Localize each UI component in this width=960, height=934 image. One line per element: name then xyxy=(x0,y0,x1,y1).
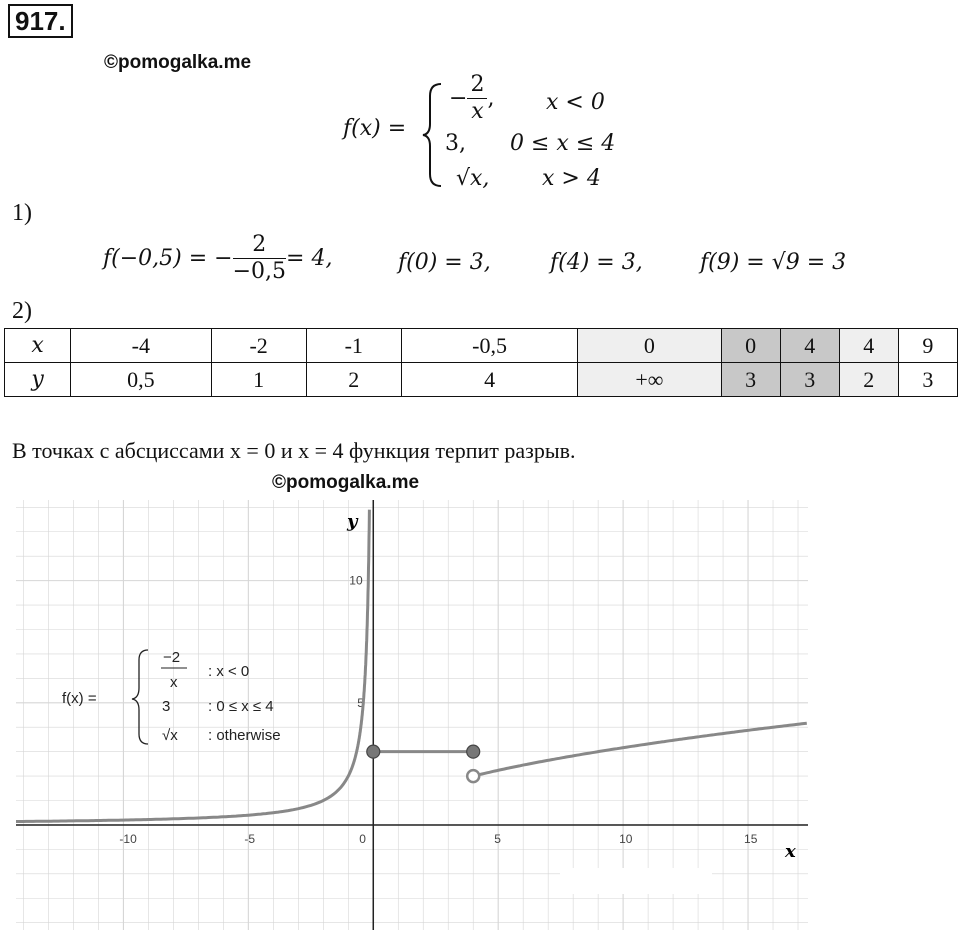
open-point xyxy=(467,770,479,782)
x-tick-label: 15 xyxy=(744,831,758,846)
definition-piece-1: − $\frac{2}{x}$ , xyxy=(449,72,495,124)
definition-piece-2: 3, xyxy=(445,131,466,156)
table-cell: 9 xyxy=(898,329,957,363)
table-cell: +∞ xyxy=(578,363,721,397)
x-tick-label: -5 xyxy=(244,831,256,846)
closed-point xyxy=(467,745,480,758)
eq1-denominator: −0,5 xyxy=(232,259,287,284)
x-tick-label: -10 xyxy=(119,831,137,846)
table-cell: -1 xyxy=(306,329,401,363)
curve-sqrt xyxy=(477,723,807,775)
piece1-numerator: 2 xyxy=(467,72,487,99)
table-cell: 3 xyxy=(898,363,957,397)
table-cell: -4 xyxy=(71,329,211,363)
table-cell: 0,5 xyxy=(71,363,211,397)
part1-eq3: f(4) = 3, xyxy=(550,250,643,275)
table-cell: 0 xyxy=(721,329,780,363)
table-cell: 3 xyxy=(780,363,839,397)
part2-label: 2) xyxy=(12,298,32,324)
x-tick-label: 10 xyxy=(619,831,633,846)
part1-label: 1) xyxy=(12,200,32,226)
table-cell: -2 xyxy=(211,329,306,363)
eq1-rhs: = 4, xyxy=(286,246,333,271)
part1-eq4: f(9) = √9 = 3 xyxy=(700,250,847,275)
y-tick-label: 5 xyxy=(357,695,364,710)
table-cell: 3 xyxy=(721,363,780,397)
piece1-denominator: x xyxy=(471,99,484,124)
watermark-graph: ©pomogalka.me xyxy=(272,472,420,493)
watermark-top: ©pomogalka.me xyxy=(104,52,252,73)
legend-r2-val: 3 xyxy=(162,698,171,715)
table-cell: 4 xyxy=(780,329,839,363)
x-axis-label: x xyxy=(785,841,796,862)
table-cell: 1 xyxy=(211,363,306,397)
x-tick-label: 5 xyxy=(494,831,501,846)
legend-r1-cond: : x < 0 xyxy=(208,663,250,680)
x-tick-label: 0 xyxy=(359,831,366,846)
eq1-lhs: f(−0,5) = − xyxy=(103,246,233,271)
eq1-numerator: 2 xyxy=(233,232,286,259)
table-cell: -0,5 xyxy=(401,329,577,363)
table-cell: 4 xyxy=(839,329,898,363)
definition-cond-2: 0 ≤ x ≤ 4 xyxy=(510,131,616,156)
y-axis-label: y xyxy=(347,511,358,532)
table-cell: 4 xyxy=(401,363,577,397)
legend-r2-cond: : 0 ≤ x ≤ 4 xyxy=(208,698,274,715)
table-header-y: y xyxy=(5,363,71,397)
piece1-sign: − xyxy=(449,86,468,111)
y-tick-label: 10 xyxy=(349,573,363,588)
problem-number: 917. xyxy=(8,4,73,38)
definition-cond-1: x < 0 xyxy=(546,90,605,115)
table-cell: 2 xyxy=(839,363,898,397)
legend-r3-val: √x xyxy=(162,727,178,744)
definition-piece-3: √x, xyxy=(456,166,490,191)
conclusion-text: В точках с абсциссами x = 0 и x = 4 функция терпит разрыв. xyxy=(12,438,576,463)
table-cell: 0 xyxy=(578,329,721,363)
table-cell: 2 xyxy=(306,363,401,397)
graph-axes xyxy=(16,500,808,930)
part1-eq2: f(0) = 3, xyxy=(398,250,491,275)
legend-lhs: f(x) = xyxy=(62,690,97,707)
legend-r1-denominator: x xyxy=(170,674,178,691)
definition-lhs: f(x) = xyxy=(343,116,407,141)
closed-point xyxy=(367,745,380,758)
graph-grid xyxy=(16,500,808,930)
legend-r3-cond: : otherwise xyxy=(208,727,281,744)
graph-formula-legend xyxy=(62,649,281,744)
table-header-x: x xyxy=(5,329,71,363)
definition-cond-3: x > 4 xyxy=(542,166,601,191)
blank-patch xyxy=(560,868,712,894)
legend-r1-numerator: −2 xyxy=(163,649,181,666)
